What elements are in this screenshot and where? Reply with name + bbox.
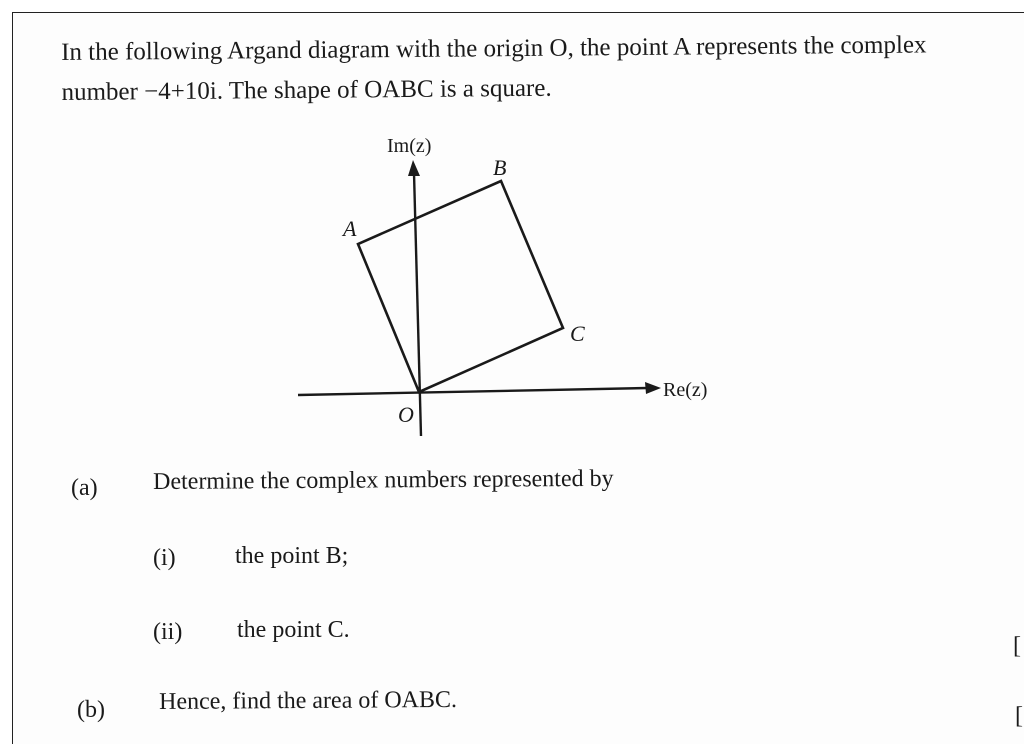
point-label-b: B xyxy=(493,155,507,180)
part-a-mark-bracket: [ xyxy=(1013,633,1021,659)
question-intro xyxy=(61,25,1022,113)
point-label-o: O xyxy=(398,402,414,427)
imaginary-axis-arrowhead xyxy=(408,160,420,176)
part-a-ii-label: (ii) xyxy=(153,619,183,645)
argand-diagram xyxy=(283,118,743,448)
part-a-text: Determine the complex numbers represented by xyxy=(153,465,614,495)
part-a-label: (a) xyxy=(71,475,98,501)
part-b-text: Hence, find the area of OABC. xyxy=(159,686,458,715)
part-a-i-text: the point B; xyxy=(235,543,349,569)
part-a-i-label: (i) xyxy=(153,545,176,571)
intro-line-2: number −4+10i. The shape of OABC is a square. xyxy=(61,74,552,106)
part-b-mark-bracket: [ xyxy=(1015,703,1023,729)
point-label-a: A xyxy=(343,216,357,241)
part-a-ii-text: the point C. xyxy=(237,617,350,643)
re-axis-label: Re(z) xyxy=(663,379,708,401)
question-page xyxy=(12,12,1024,744)
intro-line-1: In the following Argand diagram with the origin O, the point A represents the complex xyxy=(61,31,927,66)
square-oabc xyxy=(358,181,563,392)
point-label-c: C xyxy=(570,321,585,346)
real-axis-arrowhead xyxy=(645,382,661,394)
imaginary-axis xyxy=(414,173,421,436)
im-axis-label: Im(z) xyxy=(387,135,432,157)
real-axis xyxy=(298,388,648,395)
part-b-label: (b) xyxy=(77,697,105,723)
